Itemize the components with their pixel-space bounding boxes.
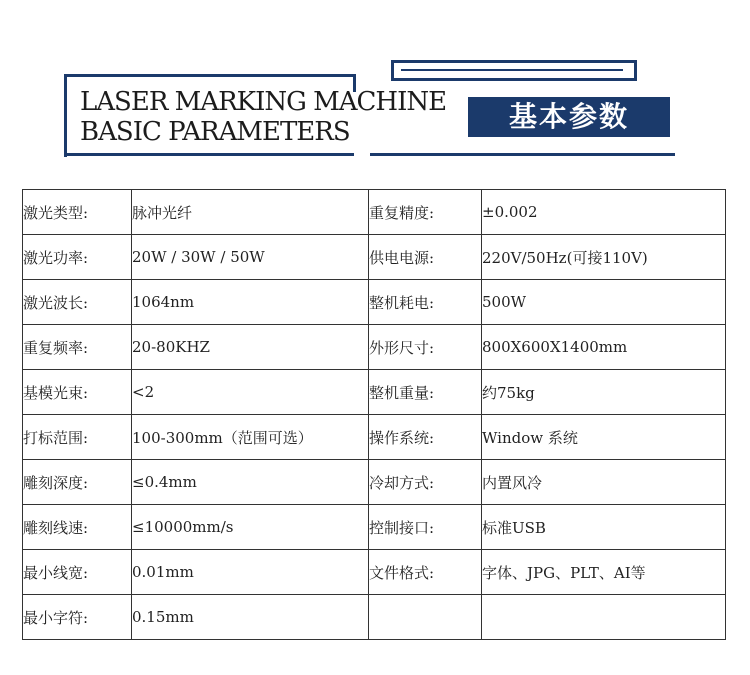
title-line-1: LASER MARKING MACHINE bbox=[80, 87, 447, 117]
param-value: Window 系统 bbox=[482, 415, 726, 460]
param-label: 文件格式: bbox=[369, 550, 482, 595]
param-value: 1064nm bbox=[132, 280, 369, 325]
table-row bbox=[23, 505, 726, 550]
param-label: 打标范围: bbox=[23, 415, 132, 460]
decorative-underline bbox=[370, 153, 675, 156]
table-row bbox=[23, 460, 726, 505]
param-value: 约75kg bbox=[482, 370, 726, 415]
param-value bbox=[482, 595, 726, 640]
decorative-frame-box-line bbox=[401, 69, 623, 71]
param-label: 整机重量: bbox=[369, 370, 482, 415]
param-label: 最小线宽: bbox=[23, 550, 132, 595]
param-label: 操作系统: bbox=[369, 415, 482, 460]
param-label: 重复精度: bbox=[369, 190, 482, 235]
param-value: 500W bbox=[482, 280, 726, 325]
param-value: ≤0.4mm bbox=[132, 460, 369, 505]
param-label: 最小字符: bbox=[23, 595, 132, 640]
section-badge: 基本参数 bbox=[468, 97, 670, 137]
param-value: 800X600X1400mm bbox=[482, 325, 726, 370]
param-value: 20W / 30W / 50W bbox=[132, 235, 369, 280]
param-value: ±0.002 bbox=[482, 190, 726, 235]
param-value: 脉冲光纤 bbox=[132, 190, 369, 235]
param-label: 冷却方式: bbox=[369, 460, 482, 505]
param-label: 基模光束: bbox=[23, 370, 132, 415]
param-value: 内置风冷 bbox=[482, 460, 726, 505]
table-row bbox=[23, 370, 726, 415]
param-label: 雕刻线速: bbox=[23, 505, 132, 550]
param-label bbox=[369, 595, 482, 640]
table-row bbox=[23, 595, 726, 640]
param-label: 整机耗电: bbox=[369, 280, 482, 325]
decorative-frame-left-bottom bbox=[64, 153, 354, 156]
param-value: 字体、JPG、PLT、AI等 bbox=[482, 550, 726, 595]
header bbox=[0, 0, 750, 170]
table-row bbox=[23, 235, 726, 280]
param-value: 标准USB bbox=[482, 505, 726, 550]
param-label: 雕刻深度: bbox=[23, 460, 132, 505]
param-value: 0.01mm bbox=[132, 550, 369, 595]
page-title bbox=[80, 87, 446, 147]
table-row bbox=[23, 325, 726, 370]
param-value: 0.15mm bbox=[132, 595, 369, 640]
param-label: 激光功率: bbox=[23, 235, 132, 280]
table-row bbox=[23, 550, 726, 595]
param-value: ≤10000mm/s bbox=[132, 505, 369, 550]
param-label: 激光类型: bbox=[23, 190, 132, 235]
param-value: <2 bbox=[132, 370, 369, 415]
table-row bbox=[23, 190, 726, 235]
param-value: 220V/50Hz(可接110V) bbox=[482, 235, 726, 280]
param-value: 100-300mm（范围可选） bbox=[132, 415, 369, 460]
param-label: 控制接口: bbox=[369, 505, 482, 550]
title-line-2: BASIC PARAMETERS bbox=[80, 117, 350, 147]
param-label: 激光波长: bbox=[23, 280, 132, 325]
table-row bbox=[23, 280, 726, 325]
parameters-table bbox=[22, 189, 726, 640]
param-value: 20-80KHZ bbox=[132, 325, 369, 370]
parameters-table-body bbox=[23, 190, 726, 640]
param-label: 供电电源: bbox=[369, 235, 482, 280]
param-label: 外形尺寸: bbox=[369, 325, 482, 370]
param-label: 重复频率: bbox=[23, 325, 132, 370]
table-row bbox=[23, 415, 726, 460]
